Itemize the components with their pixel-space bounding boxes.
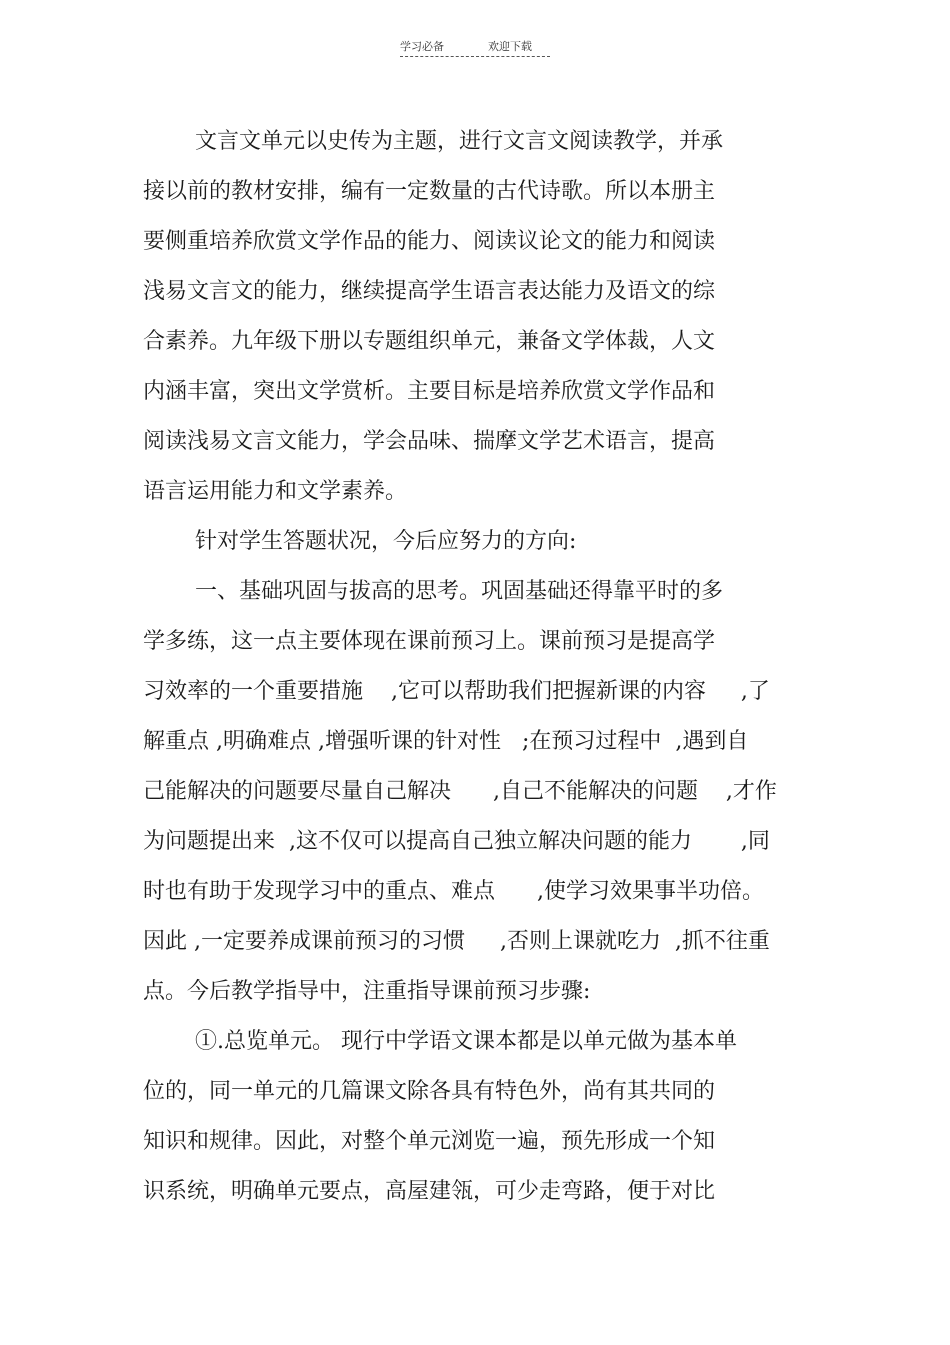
text-line: 合素养。九年级下册以专题组织单元，兼备文学体裁，人文: [143, 329, 716, 354]
text-line: 知识和规律。因此，对整个单元浏览一遍，预先形成一个知: [143, 1129, 716, 1154]
text-line: 时也有助于发现学习中的重点、难点 ,使学习效果事半功倍。: [143, 879, 764, 904]
text-line: 阅读浅易文言文能力，学会品味、揣摩文学艺术语言，提高: [143, 429, 716, 454]
text-line: 内涵丰富，突出文学赏析。主要目标是培养欣赏文学作品和: [143, 379, 716, 404]
text-line: 因此 ,一定要养成课前预习的习惯 ,否则上课就吃力 ,抓不往重: [143, 929, 770, 954]
text-line: 为问题提出来 ,这不仅可以提高自己独立解决问题的能力 ,同: [143, 829, 770, 854]
text-line: 浅易文言文的能力，继续提高学生语言表达能力及语文的综: [143, 279, 716, 304]
text-line: 文言文单元以史传为主题，进行文言文阅读教学，并承: [195, 129, 724, 154]
document-body: [143, 124, 823, 1224]
text-line: 习效率的一个重要措施 ,它可以帮助我们把握新课的内容 ,了: [143, 679, 770, 704]
text-line: 点。今后教学指导中，注重指导课前预习步骤:: [143, 979, 591, 1004]
text-line: ①.总览单元。 现行中学语文课本都是以单元做为基本单: [195, 1029, 737, 1054]
page-header: [400, 40, 550, 57]
text-line: 接以前的教材安排，编有一定数量的古代诗歌。所以本册主: [143, 179, 716, 204]
text-line: 语言运用能力和文学素养。: [143, 479, 408, 504]
text-line: 识系统，明确单元要点，高屋建瓴，可少走弯路，便于对比: [143, 1179, 716, 1204]
text-line: 位的，同一单元的几篇课文除各具有特色外，尚有其共同的: [143, 1079, 716, 1104]
text-line: 一、基础巩固与拔高的思考。巩固基础还得靠平时的多: [195, 579, 724, 604]
header-left-text: 学习必备: [400, 40, 444, 53]
text-line: 己能解决的问题要尽量自己解决 ,自己不能解决的问题 ,才作: [143, 779, 777, 804]
text-line: 学多练，这一点主要体现在课前预习上。课前预习是提高学: [143, 629, 716, 654]
text-line: 解重点 ,明确难点 ,增强听课的针对性 ;在预习过程中 ,遇到自: [143, 729, 749, 754]
text-line: 针对学生答题状况，今后应努力的方向:: [195, 529, 577, 554]
text-line: 要侧重培养欣赏文学作品的能力、阅读议论文的能力和阅读: [143, 229, 716, 254]
header-right-text: 欢迎下载: [488, 40, 532, 53]
